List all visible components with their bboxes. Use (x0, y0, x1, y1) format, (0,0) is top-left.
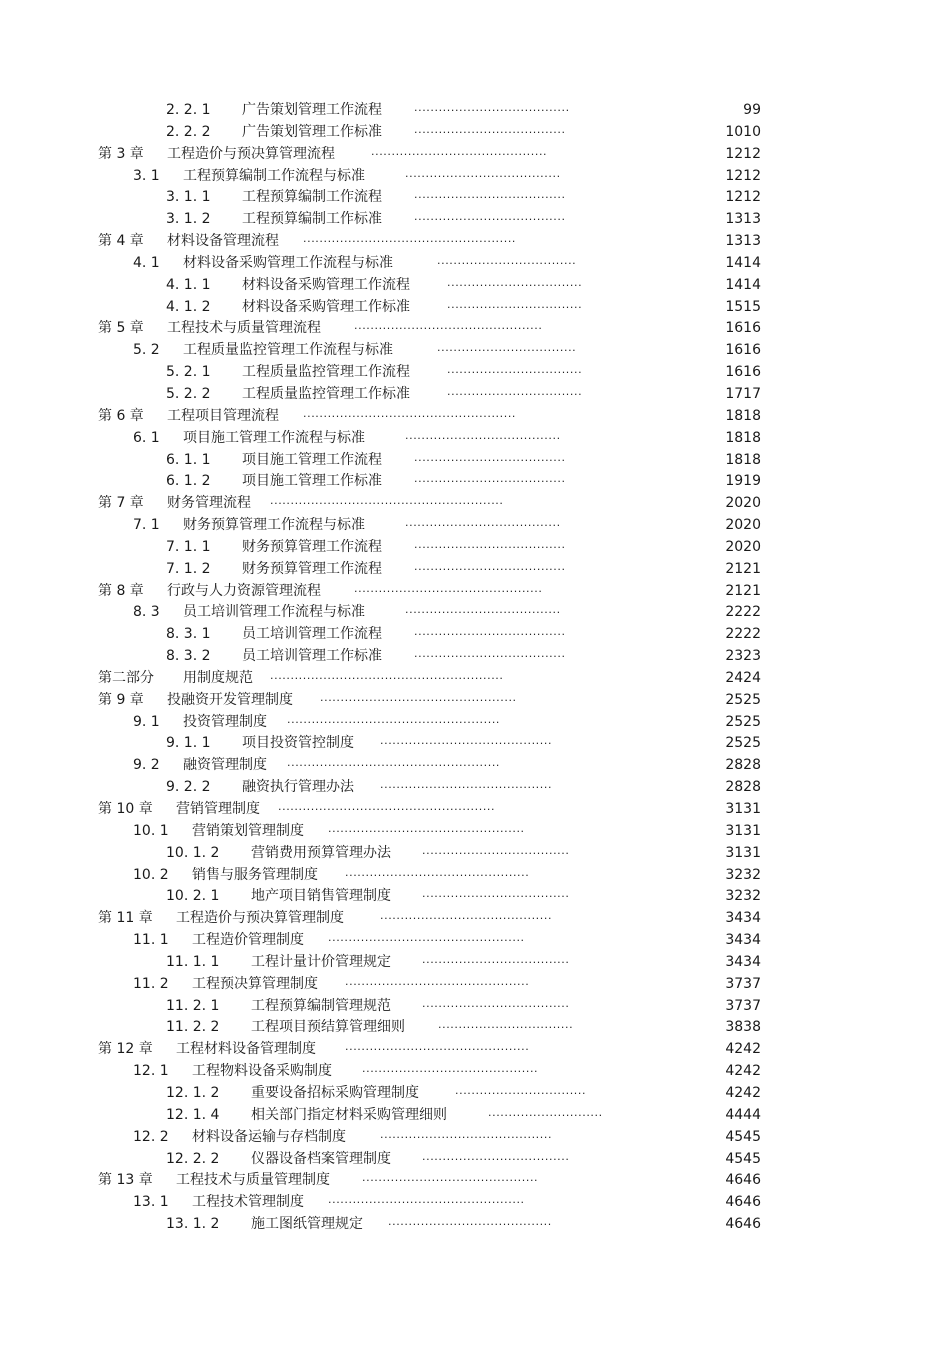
toc-leader-dots: ..................................... (414, 210, 566, 224)
toc-page-number: 3232 (725, 866, 761, 883)
toc-entry-title: 工程造价管理制度 (192, 932, 304, 949)
toc-entry-number: 11. 2. 1 (166, 997, 220, 1014)
toc-page-number: 1313 (725, 233, 761, 250)
toc-page-number: 1313 (725, 211, 761, 228)
toc-entry-title: 营销管理制度 (176, 801, 260, 817)
toc-entry-title: 项目投资管控制度 (242, 735, 354, 752)
toc-entry-number: 10. 1 (133, 822, 169, 839)
toc-entry-title: 项目施工管理工作流程与标准 (183, 429, 365, 446)
toc-page-number: 4444 (725, 1106, 761, 1123)
toc-entry-number: 第 11 章 (98, 910, 153, 927)
toc-entry-number: 第 6 章 (98, 407, 144, 424)
table-of-contents (0, 100, 950, 1236)
toc-entry-number: 11. 2. 2 (166, 1019, 220, 1036)
toc-entry-number: 4. 1. 1 (166, 276, 211, 293)
toc-leader-dots: ..................................... (414, 188, 566, 202)
toc-page-number: 3131 (725, 844, 761, 861)
toc-entry-title: 广告策划管理工作流程 (242, 102, 382, 118)
toc-entry-title: 相关部门指定材料采购管理细则 (251, 1106, 447, 1123)
toc-page-number: 2525 (725, 713, 761, 730)
toc-leader-dots: ......................................................... (270, 494, 504, 508)
toc-entry-number: 10. 2 (133, 866, 169, 883)
toc-entry-title: 用制度规范 (183, 669, 253, 686)
toc-page-number: 3737 (725, 997, 761, 1014)
toc-leader-dots: ............................................. (345, 974, 530, 988)
toc-leader-dots: ................................. (447, 275, 583, 289)
toc-leader-dots: ............................................. (345, 865, 530, 879)
toc-page-number: 2323 (725, 648, 761, 665)
toc-page-number: 2020 (725, 517, 761, 534)
toc-page-number: 4545 (725, 1128, 761, 1145)
toc-leader-dots: .................................................... (303, 406, 517, 420)
toc-page-number: 2222 (725, 604, 761, 621)
toc-entry-title: 融资管理制度 (183, 757, 267, 774)
toc-entry-number: 9. 2 (133, 757, 160, 774)
toc-page-number: 1414 (725, 254, 761, 271)
toc-entry-title: 工程造价与预决算管理制度 (176, 910, 344, 927)
toc-page-number: 2525 (725, 735, 761, 752)
toc-entry-title: 工程预决算管理制度 (192, 975, 318, 992)
toc-entry-number: 第 10 章 (98, 801, 153, 817)
toc-page-number: 3838 (725, 1019, 761, 1036)
toc-entry-title: 员工培训管理工作流程 (242, 626, 382, 643)
toc-leader-dots: .................................... (422, 887, 570, 901)
toc-page-number: 99 (743, 102, 761, 118)
toc-page-number: 4646 (725, 1216, 761, 1233)
toc-entry-title: 仪器设备档案管理制度 (251, 1150, 391, 1167)
toc-entry-number: 7. 1. 2 (166, 560, 211, 577)
toc-entry-number: 12. 2 (133, 1128, 169, 1145)
toc-entry-number: 3. 1 (133, 167, 160, 184)
toc-leader-dots: ...................................... (414, 101, 570, 114)
toc-entry-title: 财务预算管理工作流程 (242, 560, 382, 577)
toc-entry-title: 工程造价与预决算管理流程 (167, 145, 335, 162)
toc-leader-dots: ...................................... (405, 166, 561, 180)
toc-leader-dots: ..................................... (414, 625, 566, 639)
toc-page-number: 4545 (725, 1150, 761, 1167)
toc-entry-number: 第 12 章 (98, 1041, 153, 1058)
toc-entry-title: 员工培训管理工作流程与标准 (183, 604, 365, 621)
toc-entry-title: 项目施工管理工作标准 (242, 473, 382, 490)
toc-leader-dots: .......................................... (380, 1127, 553, 1141)
toc-page-number: 4242 (725, 1084, 761, 1101)
toc-leader-dots: .................................... (422, 996, 570, 1010)
toc-page-number: 3434 (725, 910, 761, 927)
toc-leader-dots: .................................. (437, 341, 577, 355)
toc-entry-number: 9. 1. 1 (166, 735, 211, 752)
toc-leader-dots: ...................................... (405, 516, 561, 530)
toc-leader-dots: .................................................... (303, 232, 517, 246)
toc-entry-title: 投融资开发管理制度 (167, 691, 293, 708)
toc-entry-title: 重要设备招标采购管理制度 (251, 1084, 419, 1101)
toc-entry-title: 材料设备管理流程 (167, 233, 279, 250)
toc-page-number: 2424 (725, 669, 761, 686)
toc-leader-dots: ................................. (438, 1018, 574, 1032)
toc-page-number: 1818 (725, 407, 761, 424)
toc-leader-dots: .................................. (437, 253, 577, 267)
toc-entry-title: 工程预算编制工作标准 (242, 211, 382, 228)
toc-leader-dots: .................................... (422, 1149, 570, 1163)
toc-entry-number: 4. 1. 2 (166, 298, 211, 315)
toc-entry-number: 6. 1. 2 (166, 473, 211, 490)
toc-page-number: 3737 (725, 975, 761, 992)
toc-entry-title: 工程质量监控管理工作流程 (242, 364, 410, 381)
toc-page-number: 1616 (725, 364, 761, 381)
toc-leader-dots: .......................................... (380, 734, 553, 748)
toc-leader-dots: ............................................. (345, 1040, 530, 1054)
toc-page-number: 1616 (725, 342, 761, 359)
toc-entry[interactable] (0, 1214, 950, 1236)
toc-entry-number: 10. 2. 1 (166, 888, 220, 905)
toc-entry-number: 7. 1. 1 (166, 538, 211, 555)
toc-entry-title: 工程技术管理制度 (192, 1194, 304, 1211)
toc-entry-title: 广告策划管理工作标准 (242, 123, 382, 140)
toc-leader-dots: .......................................... (380, 778, 553, 792)
toc-leader-dots: ..................................... (414, 450, 566, 464)
toc-entry-title: 工程预算编制工作流程与标准 (183, 167, 365, 184)
toc-leader-dots: ..................................... (414, 647, 566, 661)
toc-leader-dots: .................................................... (287, 712, 501, 726)
toc-entry-number: 第 9 章 (98, 691, 144, 708)
toc-entry-title: 施工图纸管理规定 (251, 1216, 363, 1233)
toc-entry-title: 材料设备采购管理工作流程 (242, 276, 410, 293)
toc-entry-number: 第 8 章 (98, 582, 144, 599)
toc-page-number: 1212 (725, 167, 761, 184)
toc-leader-dots: ................................................ (320, 690, 517, 704)
toc-page-number: 3434 (725, 932, 761, 949)
toc-entry-title: 工程质量监控管理工作流程与标准 (183, 342, 393, 359)
toc-page-number: 4242 (725, 1063, 761, 1080)
toc-leader-dots: ........................................... (362, 1062, 539, 1076)
toc-leader-dots: ............................ (488, 1105, 603, 1119)
toc-page-number: 1414 (725, 276, 761, 293)
toc-entry-number: 11. 1. 1 (166, 953, 220, 970)
toc-entry-number: 8. 3 (133, 604, 160, 621)
toc-entry-title: 工程物料设备采购制度 (192, 1063, 332, 1080)
toc-page-number: 3131 (725, 822, 761, 839)
toc-leader-dots: .............................................. (354, 581, 543, 595)
toc-page-number: 1818 (725, 429, 761, 446)
toc-page-number: 2020 (725, 495, 761, 512)
toc-page-number: 1010 (725, 123, 761, 140)
toc-leader-dots: .............................................. (354, 319, 543, 333)
toc-entry-number: 4. 1 (133, 254, 160, 271)
toc-entry-number: 第二部分 (98, 669, 154, 686)
toc-page-number: 1212 (725, 189, 761, 206)
toc-entry-title: 员工培训管理工作标准 (242, 648, 382, 665)
toc-entry-title: 工程预算编制工作流程 (242, 189, 382, 206)
toc-entry-number: 第 5 章 (98, 320, 144, 337)
toc-leader-dots: ................................. (447, 297, 583, 311)
toc-leader-dots: ........................................... (371, 144, 548, 158)
toc-leader-dots: ......................................................... (270, 668, 504, 682)
toc-page-number: 4646 (725, 1194, 761, 1211)
toc-entry-title: 工程计量计价管理规定 (251, 953, 391, 970)
toc-entry-number: 2. 2. 2 (166, 123, 211, 140)
toc-entry-number: 10. 1. 2 (166, 844, 220, 861)
toc-leader-dots: ................................. (447, 363, 583, 377)
toc-leader-dots: ................................. (447, 384, 583, 398)
toc-entry-number: 3. 1. 1 (166, 189, 211, 206)
toc-leader-dots: .................................... (422, 952, 570, 966)
toc-entry-number: 13. 1. 2 (166, 1216, 220, 1233)
toc-leader-dots: ...................................... (405, 603, 561, 617)
toc-page-number: 1515 (725, 298, 761, 315)
toc-leader-dots: ................................................ (328, 821, 525, 835)
toc-entry-number: 5. 2. 1 (166, 364, 211, 381)
toc-entry-number: 8. 3. 2 (166, 648, 211, 665)
toc-page-number: 3434 (725, 953, 761, 970)
toc-leader-dots: .................................................... (287, 756, 501, 770)
toc-entry-title: 财务预算管理工作流程与标准 (183, 517, 365, 534)
toc-entry-number: 12. 1 (133, 1063, 169, 1080)
toc-leader-dots: ..................................................... (278, 800, 496, 813)
toc-page-number: 2525 (725, 691, 761, 708)
toc-leader-dots: .................................... (422, 843, 570, 857)
toc-entry-number: 5. 2. 2 (166, 385, 211, 402)
toc-entry-title: 销售与服务管理制度 (192, 866, 318, 883)
toc-entry-title: 工程技术与质量管理制度 (176, 1172, 330, 1189)
toc-entry-title: 地产项目销售管理制度 (251, 888, 391, 905)
toc-entry-number: 5. 2 (133, 342, 160, 359)
toc-page-number: 4646 (725, 1172, 761, 1189)
toc-entry-number: 12. 1. 2 (166, 1084, 220, 1101)
toc-entry-title: 材料设备采购管理工作标准 (242, 298, 410, 315)
toc-entry-number: 7. 1 (133, 517, 160, 534)
toc-entry-number: 6. 1. 1 (166, 451, 211, 468)
toc-leader-dots: ................................................ (328, 1193, 525, 1207)
toc-entry-title: 行政与人力资源管理流程 (167, 582, 321, 599)
toc-entry-number: 11. 1 (133, 932, 169, 949)
toc-entry-number: 9. 1 (133, 713, 160, 730)
toc-entry-number: 第 4 章 (98, 233, 144, 250)
toc-entry-title: 工程技术与质量管理流程 (167, 320, 321, 337)
toc-entry-title: 工程质量监控管理工作标准 (242, 385, 410, 402)
toc-entry-title: 财务预算管理工作流程 (242, 538, 382, 555)
toc-entry-number: 8. 3. 1 (166, 626, 211, 643)
toc-page-number: 2828 (725, 779, 761, 796)
toc-entry-number: 12. 2. 2 (166, 1150, 220, 1167)
toc-entry-title: 材料设备运输与存档制度 (192, 1128, 346, 1145)
toc-entry-title: 项目施工管理工作流程 (242, 451, 382, 468)
toc-leader-dots: ..................................... (414, 122, 566, 136)
toc-page-number: 4242 (725, 1041, 761, 1058)
toc-page-number: 2222 (725, 626, 761, 643)
toc-entry-number: 11. 2 (133, 975, 169, 992)
toc-page-number: 1818 (725, 451, 761, 468)
toc-leader-dots: .......................................... (380, 909, 553, 923)
toc-entry[interactable] (0, 1083, 950, 1105)
toc-page-number: 3131 (725, 801, 761, 817)
toc-entry-title: 工程材料设备管理制度 (176, 1041, 316, 1058)
toc-entry-number: 6. 1 (133, 429, 160, 446)
toc-entry-number: 第 3 章 (98, 145, 144, 162)
toc-leader-dots: ...................................... (405, 428, 561, 442)
toc-entry-title: 材料设备采购管理工作流程与标准 (183, 254, 393, 271)
toc-entry-number: 3. 1. 2 (166, 211, 211, 228)
toc-entry-number: 2. 2. 1 (166, 102, 211, 118)
toc-entry-title: 融资执行管理办法 (242, 779, 354, 796)
toc-leader-dots: ..................................... (414, 559, 566, 573)
toc-page-number: 1919 (725, 473, 761, 490)
toc-entry-title: 营销策划管理制度 (192, 822, 304, 839)
toc-entry-title: 财务管理流程 (167, 495, 251, 512)
toc-page-number: 2121 (725, 560, 761, 577)
toc-entry-title: 投资管理制度 (183, 713, 267, 730)
toc-leader-dots: ........................................ (388, 1215, 552, 1229)
toc-page-number: 2121 (725, 582, 761, 599)
toc-entry-number: 第 13 章 (98, 1172, 153, 1189)
toc-entry-title: 工程项目预结算管理细则 (251, 1019, 405, 1036)
toc-leader-dots: ........................................... (362, 1171, 539, 1185)
toc-page-number: 2828 (725, 757, 761, 774)
toc-entry-title: 工程项目管理流程 (167, 407, 279, 424)
toc-entry-number: 9. 2. 2 (166, 779, 211, 796)
toc-page-number: 1616 (725, 320, 761, 337)
toc-page-number: 1212 (725, 145, 761, 162)
toc-page-number: 2020 (725, 538, 761, 555)
toc-leader-dots: ..................................... (414, 537, 566, 551)
toc-entry-number: 12. 1. 4 (166, 1106, 220, 1123)
toc-leader-dots: ................................................ (328, 931, 525, 945)
toc-entry-title: 营销费用预算管理办法 (251, 844, 391, 861)
toc-page-number: 1717 (725, 385, 761, 402)
toc-entry-title: 工程预算编制管理规范 (251, 997, 391, 1014)
toc-leader-dots: ................................ (455, 1083, 587, 1097)
toc-entry-number: 第 7 章 (98, 495, 144, 512)
toc-page-number: 3232 (725, 888, 761, 905)
toc-entry-number: 13. 1 (133, 1194, 169, 1211)
toc-leader-dots: ..................................... (414, 472, 566, 486)
